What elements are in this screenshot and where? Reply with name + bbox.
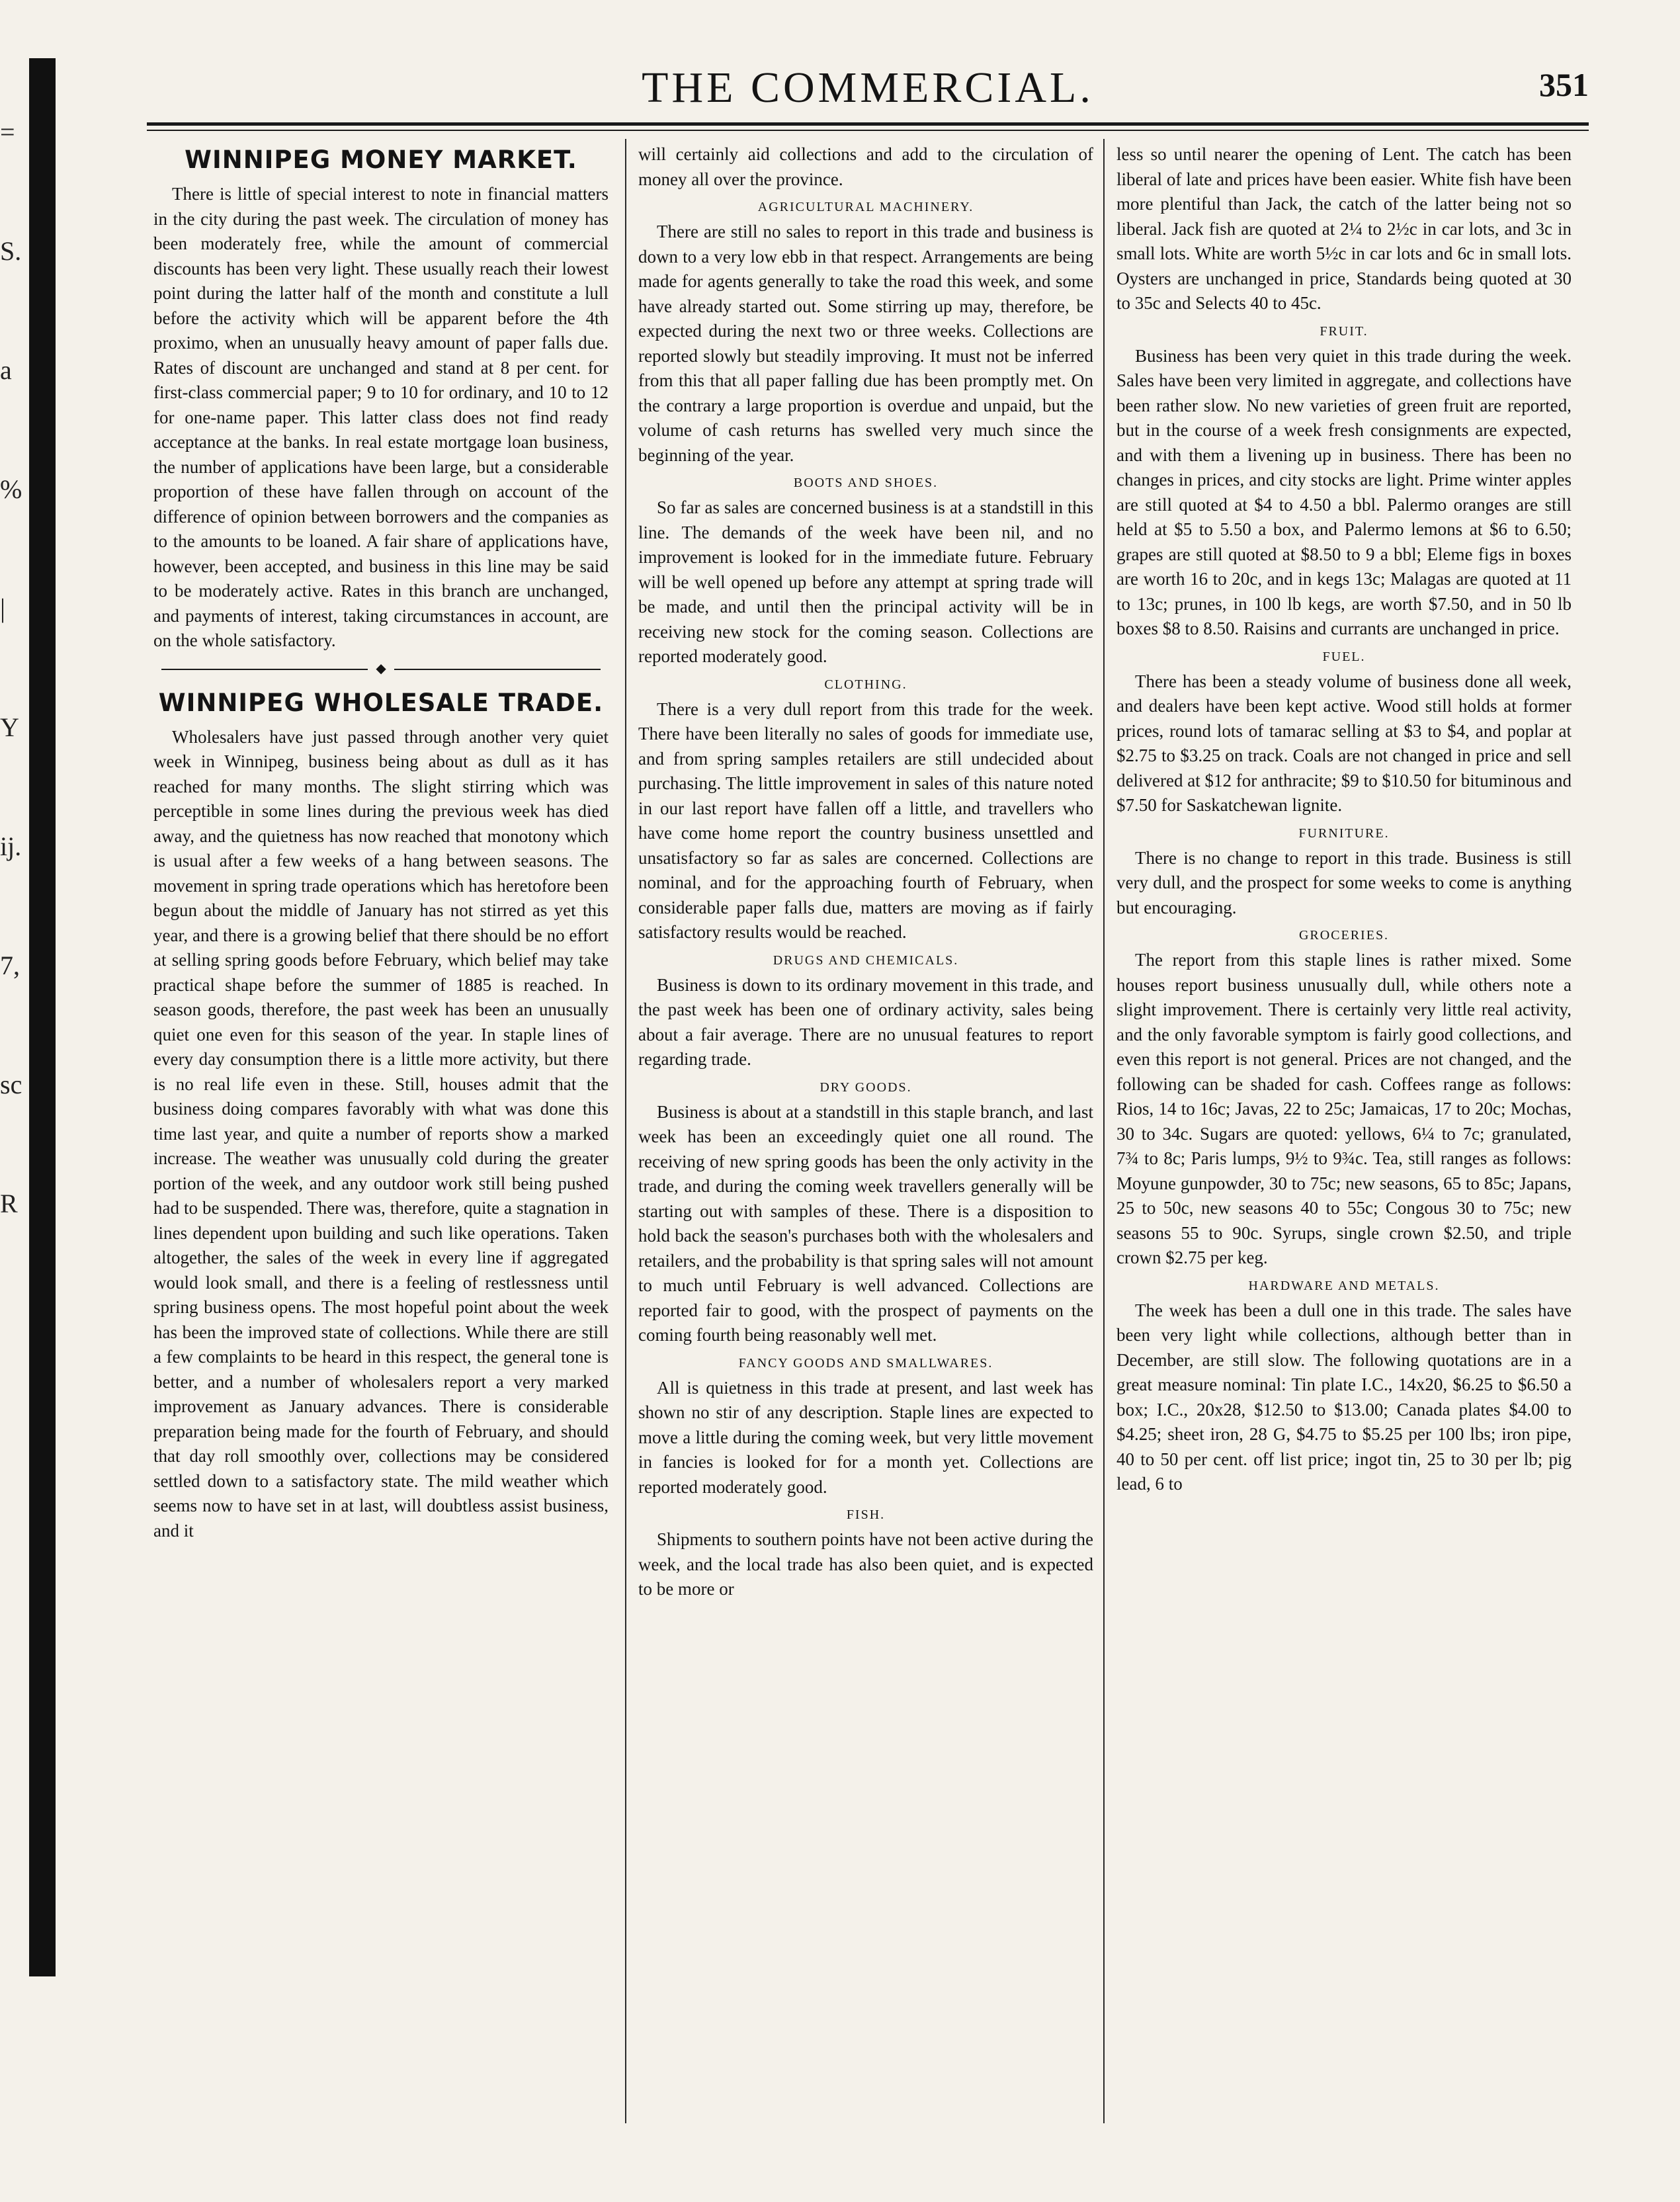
separator-line: [161, 669, 368, 670]
page-header: [147, 63, 1589, 116]
money-market-body: There is little of special interest to note in financial matters in the city during the past week. The circulation of money has been moderately free, while the amount of commercial discounts has been very light. These usually reach their lowest point during the latter half of the month and constitute a lull before the activity which will be apparent before the 4th proximo, when an unusually heavy amount of paper falls due. Rates of discount are unchanged and stand at 8 per cent. for first-class commercial paper; 9 to 10 for ordinary, and 10 to 12 for one-name paper. This latter class does not find ready acceptance at the banks. In real estate mortgage loan business, the number of applications have been large, but a considerable proportion of these have fallen through on account of the difference of opinion between borrowers and the companies as to the amounts to be loaned. A fair share of applications have, however, been accepted, and business in this line may be said to be moderately active. Rates in this branch are unchanged, and payments of interest, taking circumstances in account, are on the whole satisfactory.: [153, 184, 609, 650]
wholesale-trade-body: Wholesalers have just passed through another very quiet week in Winnipeg, business being about as dull as it has reached for many months. The slight stirring which was perceptible in some lines during the previous week has died away, and the quietness has now reached that monotony which is usual after a few weeks of a hang between seasons. The movement in spring trade operations which has heretofore been begun about the middle of January has not stirred as yet this year, and there is a growing belief that there should be no effort at selling spring goods before February, which belief may take practical shape before the summer of 1885 is reached. In season goods, therefore, the past week has been an unusually quiet one even for this season of the year. In staple lines of every day consumption there is a little more activity, but there is no real life even in these. Still, houses admit that the business doing compares favorably with what was done this time last year, and quite a number of reports show a marked increase. The weather was unusually cold during the greater portion of the week, and any outdoor work still being pushed had to be suspended. There was, therefore, quite a stagnation in lines dependent upon building and such like operations. Taken altogether, the sales of the week in every line if aggregated would look small, and there is a feeling of restlessness until spring business opens. The most hopeful point about the week has been the improved state of collections. While there are still a few complaints to be heard in this respect, the general tone is better, and a number of wholesalers report a very marked improvement as January advances. There is considerable preparation being made for the fourth of February, and should that day roll smoothly over, collections may be considered settled down to a satisfactory state. The mild weather which seems now to have set in at last, will doubtless assist business, and it: [153, 726, 609, 1541]
section-heading: FURNITURE.: [1298, 826, 1390, 841]
wholesale-trade-title: WINNIPEG WHOLESALE TRADE.: [158, 688, 604, 717]
section-heading: HARDWARE AND METALS.: [1248, 1278, 1440, 1293]
section-body: There has been a steady volume of business done all week, and dealers have been kept active. Wood still holds at former prices, round lots of tamarac selling at $3 to $4, and poplar at $2.75 to $3.25 on track. Coals are not changed in price and sell delivered at $12 for anthracite; $9 to $10.50 for bituminous and $7.50 for Saskatchewan lignite.: [1116, 671, 1572, 815]
page-title: THE COMMERCIAL.: [642, 64, 1094, 112]
column-1: [153, 142, 609, 2127]
section-body: Business is about at a standstill in this staple branch, and last week has been an exceedingly quiet one all round. The receiving of new spring goods has been the only activity in the trade, and during the coming week travellers generally will be starting out with samples of these. There is a disposition to hold back the season's purchases both with the wholesalers and retailers, and the probability is that spring sales will not amount to much until February is well advanced. Collections are reported fair to good, with the prospect of payments on the coming fourth being reasonably well met.: [638, 1101, 1093, 1345]
binding-shadow: [29, 58, 56, 1976]
column-2: [638, 142, 1093, 2127]
section-body: Shipments to southern points have not been active during the week, and the local trade has also been quiet, and is expected to be more or: [638, 1529, 1093, 1599]
section-heading: FISH.: [846, 1507, 886, 1522]
header-rule-thin: [147, 130, 1589, 131]
column-rule: [1103, 139, 1105, 2123]
continued-text: less so until nearer the opening of Lent. The catch has been liberal of late and prices have been easier. White fish have been more plentiful than Jack, the catch of the latter being not so liberal. Jack fish are quoted at 2¼ to 2½c in car lots, and 3c in small lots. White are worth 5½c in car lots and 6c in small lots. Oysters are unchanged in price, Standards being quoted at 30 to 35c and Selects 40 to 45c.: [1116, 144, 1572, 313]
section-heading: FUEL.: [1322, 649, 1366, 664]
section-heading: CLOTHING.: [824, 677, 907, 692]
section-heading: GROCERIES.: [1298, 928, 1390, 943]
section-body: The week has been a dull one in this trade. The sales have been very light while collections, although better than in December, are still slow. The following quotations are in a great measure nominal: Tin plate I.C., 14x20, $6.25 to $6.50 a box; I.C., 20x28, $12.50 to $13.00; Canada plates $4.00 to $4.25; sheet iron, 28 G, $4.75 to $5.25 per 100 lbs; iron pipe, 40 to 50 per cent. off list price; ingot tin, 25 to 30 per lb; pig lead, 6 to: [1116, 1300, 1572, 1494]
section-heading: DRY GOODS.: [819, 1080, 912, 1095]
section-heading: DRUGS AND CHEMICALS.: [773, 953, 959, 968]
section-body: There is no change to report in this trade. Business is still very dull, and the prospect for some weeks to come is anything but encouraging.: [1116, 847, 1572, 917]
section-heading: BOOTS AND SHOES.: [793, 476, 939, 490]
page-number: 351: [1539, 66, 1589, 103]
money-market-title: WINNIPEG MONEY MARKET.: [185, 146, 577, 174]
column-rule: [625, 139, 626, 2123]
section-heading: AGRICULTURAL MACHINERY.: [757, 200, 974, 214]
section-body: Business is down to its ordinary movement in this trade, and the past week has been one of ordinary activity, sales being about a fair average. There are no unusual features to report regarding trade.: [638, 974, 1093, 1069]
section-heading: FRUIT.: [1320, 323, 1368, 339]
header-rule-thick: [147, 122, 1589, 126]
column-3: [1116, 142, 1572, 2127]
separator-ornament: ◆: [376, 661, 386, 676]
section-body: There is a very dull report from this trade for the week. There have been literally no sales of goods for immediate use, and from spring samples retailers are still undecided about purchasing. The little improvement in sales of this nature noted in our last report have fallen off a little, and travellers who have come home report the country business unsettled and unsatisfactory so far as sales are concerned. Collections are nominal, and for the approaching fourth of February, when considerable paper falls due, matters are moving as if fairly satisfactory results would be reached.: [638, 699, 1093, 942]
separator-line: [394, 669, 601, 670]
margin-marks: = S. a % | Y ij. 7, sc R: [0, 117, 22, 1218]
section-body: All is quietness in this trade at present, and last week has shown no stir of any description. Staple lines are expected to move a little during the coming week, but very little movement in fancies is looked for for a month yet. Collections are reported moderately good.: [638, 1377, 1093, 1497]
section-body: So far as sales are concerned business is at a standstill in this line. The demands of the week have been nil, and no improvement is looked for in the immediate future. February will be well opened up before any attempt at spring trade will be made, and until then the principal activity will be in receiving new stock for the coming season. Collections are reported moderately good.: [638, 497, 1093, 666]
section-body: Business has been very quiet in this trade during the week. Sales have been very limited in aggregate, and collections have been rather slow. No new varieties of green fruit are reported, but in the course of a week fresh consignments are expected, and with them a livening up in business. There has been no changes in prices, and city stocks are light. Prime winter apples are still quoted at $4 to 4.50 a bbl. Palermo oranges are still held at $5 to 5.50 a box, and Palermo lemons at $6 to 6.50; grapes are still quoted at $8.50 to 9 a bbl; Eleme figs in boxes are worth 16 to 20c, and in kegs 13c; Malagas are quoted at 11 to 13c; prunes, in 100 lb kegs, are worth $7.50, and in 50 lb boxes $8 to 8.50. Raisins and currants are unchanged in price.: [1116, 345, 1572, 638]
section-body: The report from this staple lines is rather mixed. Some houses report business unusually dull, while others note a slight improvement. There is certainly very little real activity, and the only favorable symptom is fairly good collections, and even this report is not general. Prices are not changed, and the following can be shaded for cash. Coffees range as follows: Rios, 14 to 16c; Javas, 22 to 25c; Jamaicas, 17 to 20c; Mochas, 30 to 34c. Sugars are quoted: yellows, 6¼ to 7c; granulated, 7¾ to 8c; Paris lumps, 9½ to 9¾c. Tea, still ranges as follows: Moyune gunpowder, 30 to 75c; new seasons, 65 to 85c; Japans, 25 to 50c, new seasons 40 to 55c; Congous 30 to 75c; new seasons 55 to 90c. Syrups, single crown $2.50, and triple crown $2.75 per keg.: [1116, 950, 1572, 1267]
section-heading: FANCY GOODS AND SMALLWARES.: [738, 1355, 993, 1371]
section-body: There are still no sales to report in this trade and business is down to a very low ebb in that respect. Arrangements are being made for agents generally to take the road this week, and some have already started out. Some stirring up may, therefore, be expected during the next two or three weeks. Collections are reported slowly but steadily improving. It must not be inferred from this that all paper falling due has been promptly met. On the contrary a large proportion is overdue and unpaid, but the volume of cash returns has swelled very much since the beginning of the year.: [638, 222, 1093, 465]
article-separator: [153, 663, 609, 676]
continued-text: will certainly aid collections and add to the circulation of money all over the province.: [638, 144, 1093, 189]
